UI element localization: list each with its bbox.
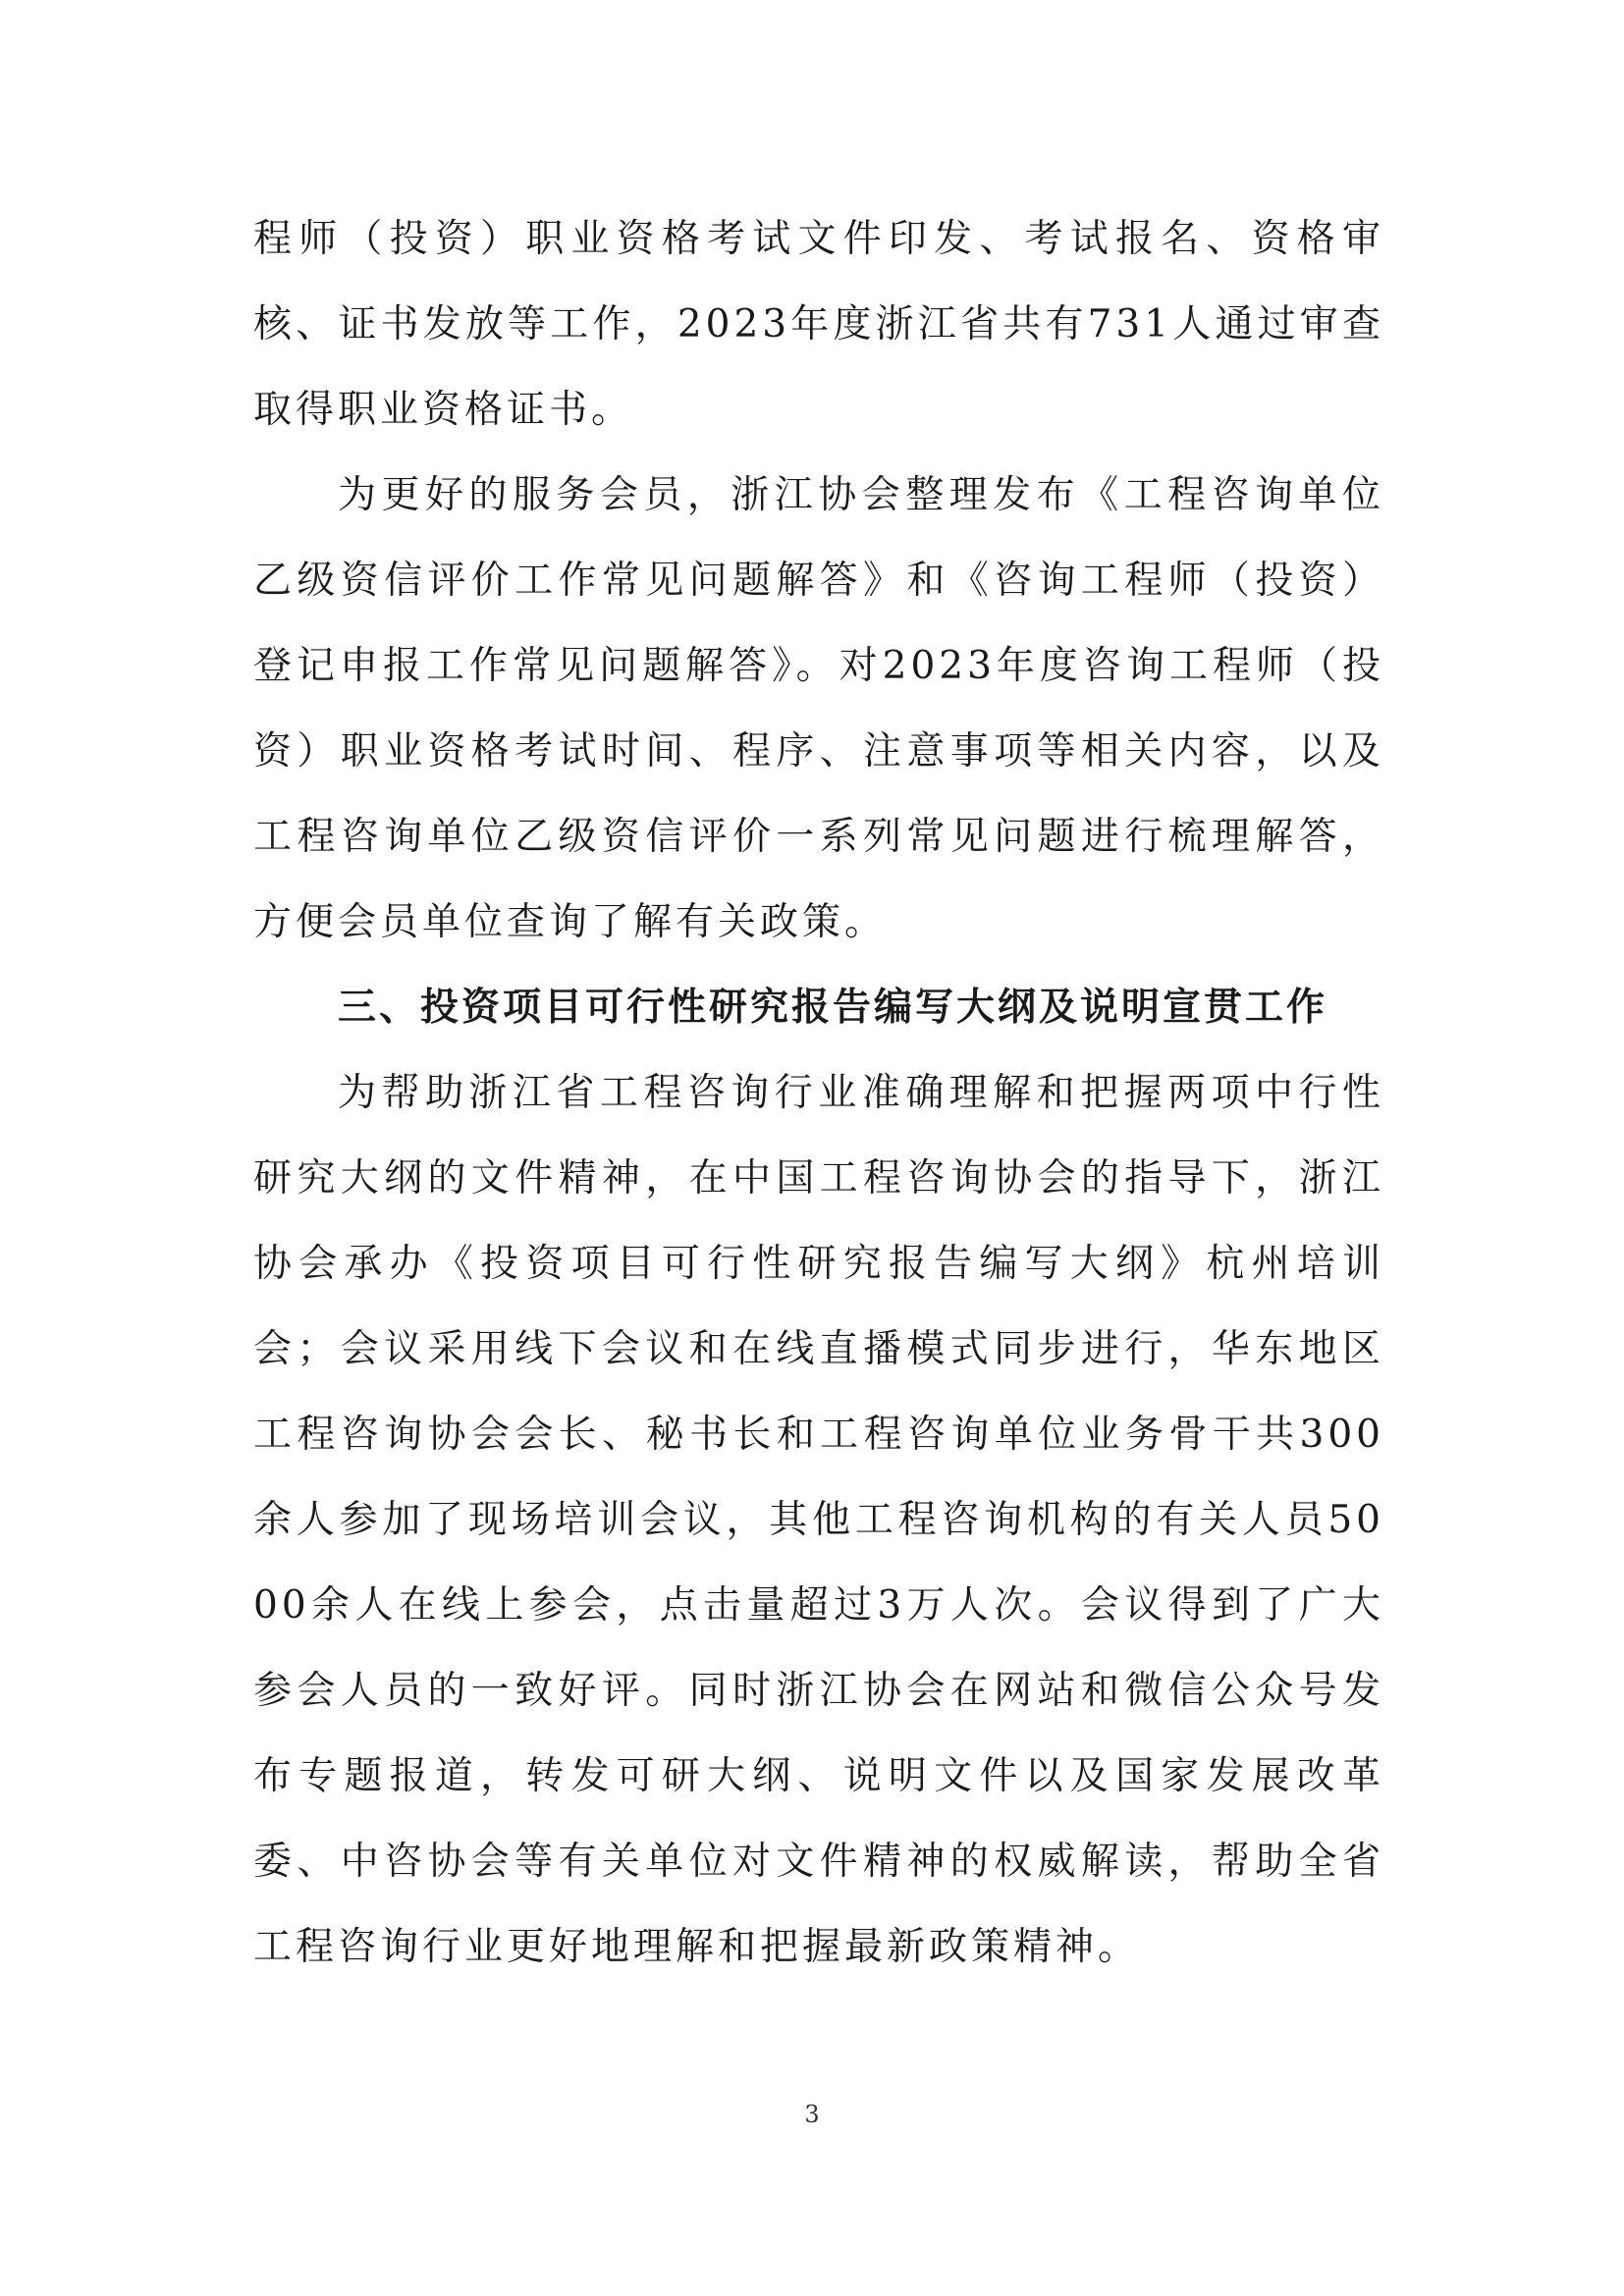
paragraph-member-services: 为更好的服务会员，浙江协会整理发布《工程咨询单位乙级资信评价工作常见问题解答》和《咨询工程师（投资）登记申报工作常见问题解答》。对2023年度咨询工程师（投资）职业资格考试时间、程序、注意事项等相关内容，以及工程咨询单位乙级资信评价一系列常见问题进行梳理解答，方便会员单位查询了解有关政策。 (253, 473, 1384, 944)
paragraph-training-meeting: 为帮助浙江省工程咨询行业准确理解和把握两项中行性研究大纲的文件精神，在中国工程咨询协会的指导下，浙江协会承办《投资项目可行性研究报告编写大纲》杭州培训会；会议采用线下会议和在线直播模式同步进行，华东地区工程咨询协会会长、秘书长和工程咨询单位业务骨干共300余人参加了现场培训会议，其他工程咨询机构的有关人员5000余人在线上参会，点击量超过3万人次。会议得到了广大参会人员的一致好评。同时浙江协会在网站和微信公众号发布专题报道，转发可研大纲、说明文件以及国家发展改革委、中咨协会等有关单位对文件精神的权威解读，帮助全省工程咨询行业更好地理解和把握最新政策精神。 (253, 1071, 1384, 1969)
section-heading-feasibility-outline: 三、投资项目可行性研究报告编写大纲及说明宣贯工作 (338, 986, 1328, 1030)
body-text (253, 196, 1384, 1990)
paragraph-continued-certification: 程师（投资）职业资格考试文件印发、考试报名、资格审核、证书发放等工作，2023年度浙江省共有731人通过审查取得职业资格证书。 (253, 217, 1384, 432)
page-number: 3 (804, 2101, 820, 2128)
